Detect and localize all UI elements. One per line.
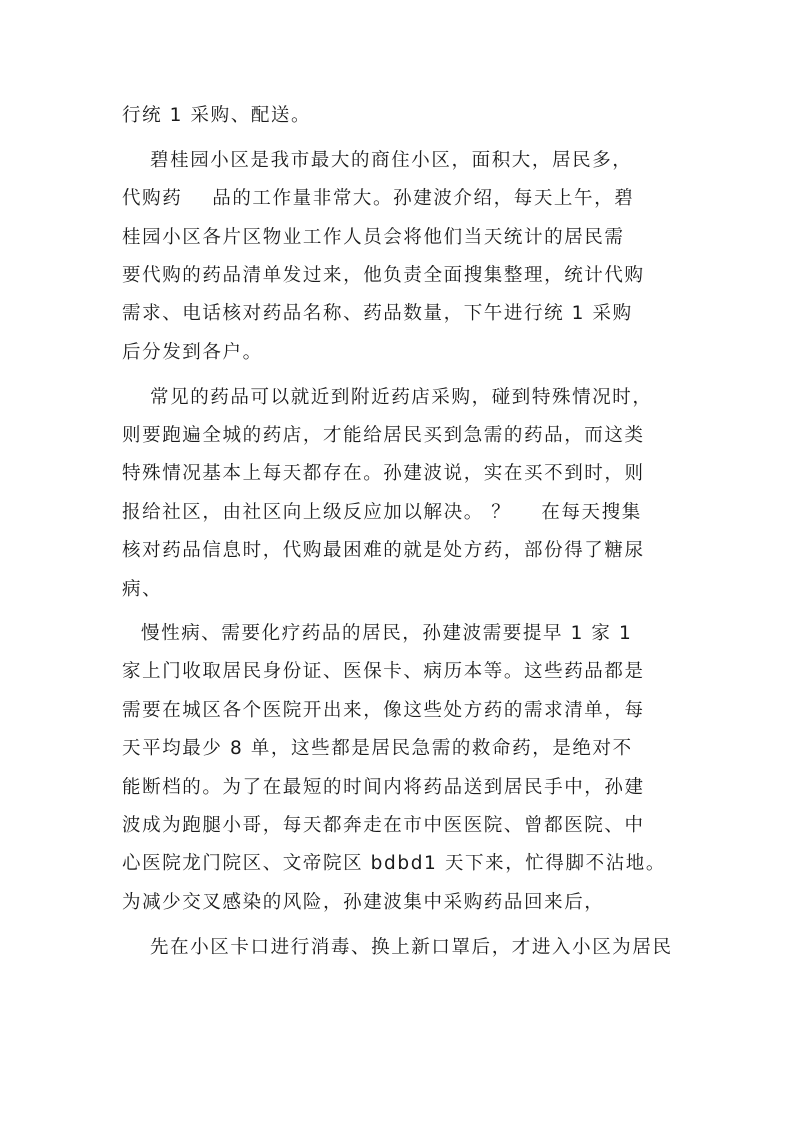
text-line: 需要在城区各个医院开出来，像这些处方药的需求清单，每 [122, 700, 645, 721]
text-line: 慢性病、需要化疗药品的居民，孙建波需要提早 1 家 1 [141, 623, 633, 644]
text-line: 后分发到各户。 [122, 342, 263, 363]
text-line: 则要跑遍全城的药店，才能给居民买到急需的药品，而这类 [122, 425, 645, 446]
text-line: 需求、电话核对药品名称、药品数量，下午进行统 1 采购 [122, 303, 633, 324]
text-line: 为减少交叉感染的风险，孙建波集中采购药品回来后， [122, 892, 605, 913]
text-line: 能断档的。为了在最短的时间内将药品送到居民手中，孙建 [122, 777, 645, 798]
text-line: 核对药品信息时，代购最困难的就是处方药，部份得了糖尿 [122, 540, 645, 561]
text-line: 家上门收取居民身份证、医保卡、病历本等。这些药品都是 [122, 661, 645, 682]
text-line: 心医院龙门院区、文帝院区 bdbd1 天下来，忙得脚不沾地。 [122, 853, 667, 874]
text-line: 病、 [122, 579, 163, 600]
text-line: 天平均最少 8 单，这些都是居民急需的救命药，是绝对不 [122, 738, 633, 759]
text-line: 先在小区卡口进行消毒、换上新口罩后，才进入小区为居民 [150, 937, 673, 958]
text-line: 要代购的药品清单发过来，他负责全面搜集整理，统计代购 [122, 265, 645, 286]
text-line: 常见的药品可以就近到附近药店采购，碰到特殊情况时， [150, 387, 653, 408]
text-line: 行统 1 采购、配送。 [122, 105, 312, 126]
text-line: 桂园小区各片区物业工作人员会将他们当天统计的居民需 [122, 227, 625, 248]
text-line: 特殊情况基本上每天都存在。孙建波说，实在买不到时，则 [122, 463, 645, 484]
text-line: 报给社区，由社区向上级反应加以解决。 ？ 在每天搜集 [122, 502, 642, 523]
text-line: 代购药 品的工作量非常大。孙建波介绍，每天上午，碧 [122, 188, 635, 209]
text-line: 波成为跑腿小哥，每天都奔走在市中医医院、曾都医院、中 [122, 815, 645, 836]
text-line: 碧桂园小区是我市最大的商住小区，面积大，居民多， [150, 150, 633, 171]
